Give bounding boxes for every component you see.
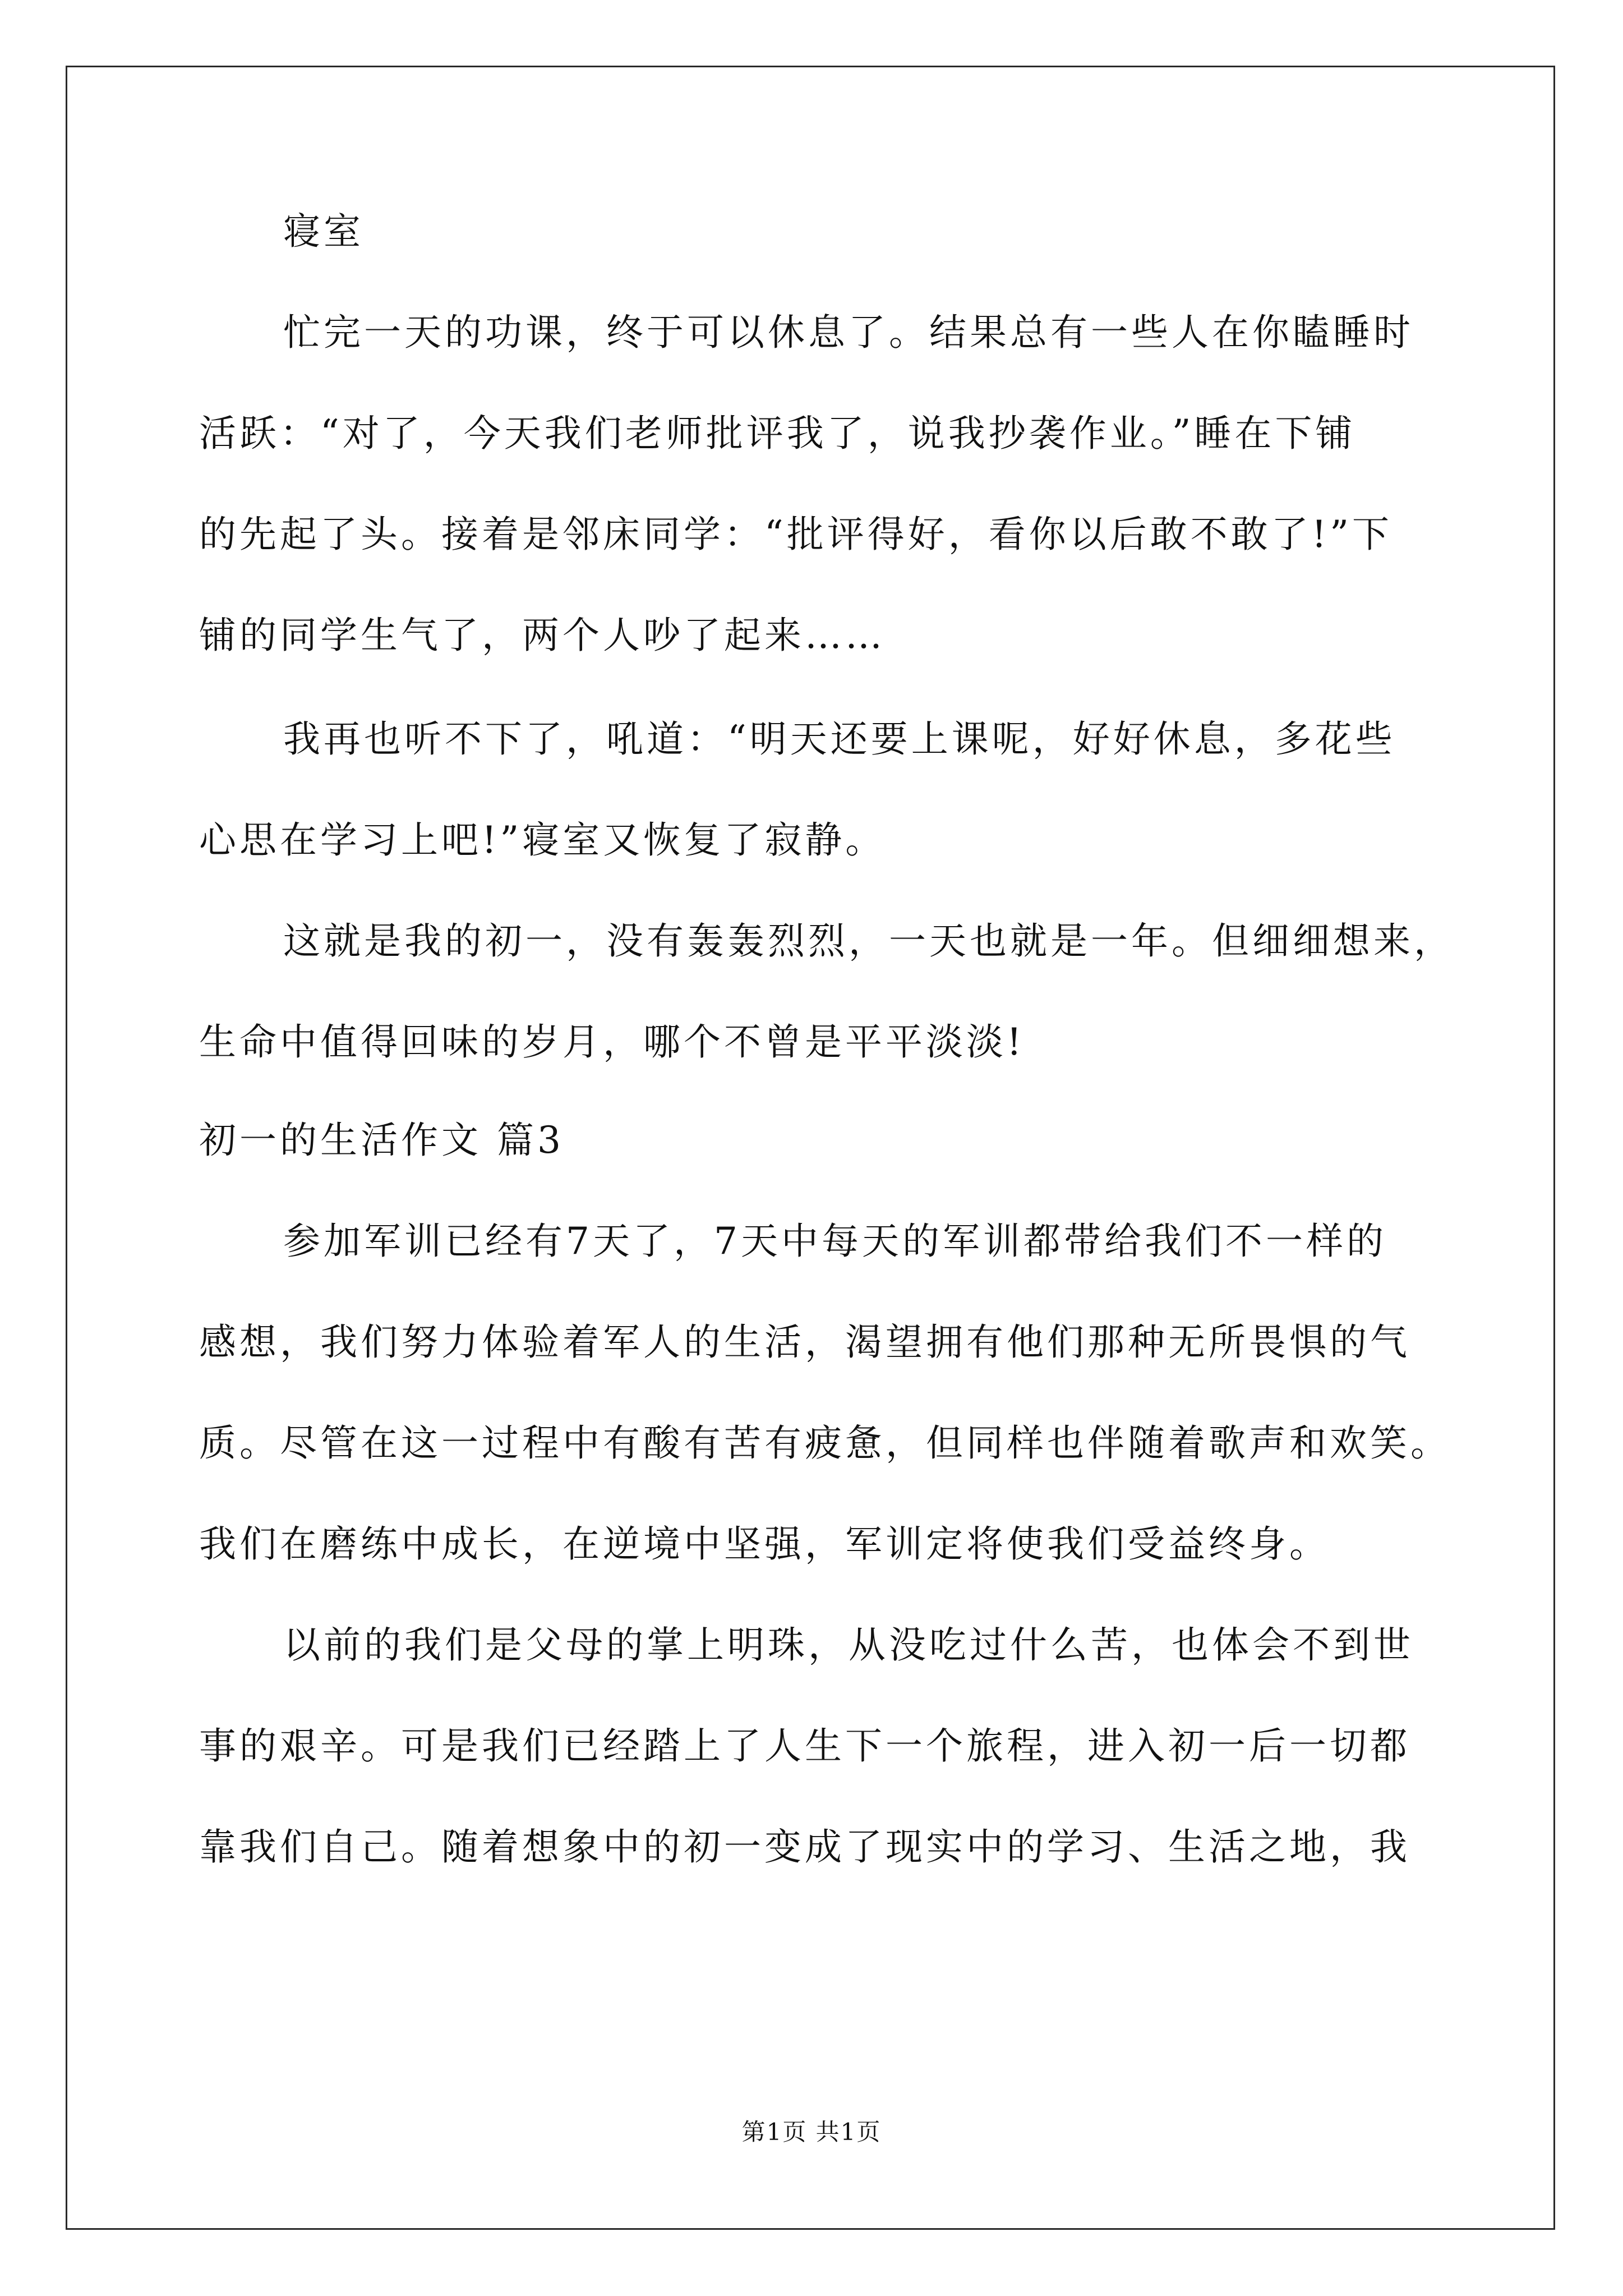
- paragraph-line: 靠我们自己。随着想象中的初一变成了现实中的学习、生活之地，我: [199, 1825, 1410, 1869]
- paragraph-line: 我们在磨练中成长，在逆境中坚强，军训定将使我们受益终身。: [199, 1522, 1330, 1566]
- article-title: 初一的生活作文 篇3: [199, 1119, 564, 1162]
- paragraph-line: 的先起了头。接着是邻床同学：“批评得好，看你以后敢不敢了!”下: [199, 513, 1393, 556]
- paragraph-line: 铺的同学生气了，两个人吵了起来……: [199, 614, 886, 657]
- paragraph-line: 忙完一天的功课，终于可以休息了。结果总有一些人在你瞌睡时: [283, 311, 1414, 354]
- paragraph-line: 以前的我们是父母的掌上明珠，从没吃过什么苦，也体会不到世: [283, 1623, 1414, 1667]
- paragraph-line: 这就是我的初一，没有轰轰烈烈，一天也就是一年。但细细想来，: [283, 919, 1454, 963]
- paragraph-line: 我再也听不下了，吼道：“明天还要上课呢，好好休息，多花些: [283, 717, 1396, 761]
- page-number-footer: 第1页 共1页: [741, 2118, 882, 2146]
- paragraph-line: 事的艰辛。可是我们已经踏上了人生下一个旅程，进入初一后一切都: [199, 1724, 1410, 1768]
- paragraph-line: 生命中值得回味的岁月，哪个不曾是平平淡淡!: [199, 1020, 1025, 1064]
- section-heading-dormitory: 寝室: [283, 210, 364, 253]
- paragraph-line: 感想，我们努力体验着军人的生活，渴望拥有他们那种无所畏惧的气: [199, 1320, 1410, 1364]
- paragraph-line: 心思在学习上吧!”寝室又恢复了寂静。: [199, 818, 886, 862]
- paragraph-line: 参加军训已经有7天了，7天中每天的军训都带给我们不一样的: [283, 1220, 1387, 1263]
- paragraph-line: 质。尽管在这一过程中有酸有苦有疲惫，但同样也伴随着歌声和欢笑。: [199, 1421, 1451, 1465]
- paragraph-line: 活跃：“对了，今天我们老师批评我了，说我抄袭作业。”睡在下铺: [199, 412, 1356, 455]
